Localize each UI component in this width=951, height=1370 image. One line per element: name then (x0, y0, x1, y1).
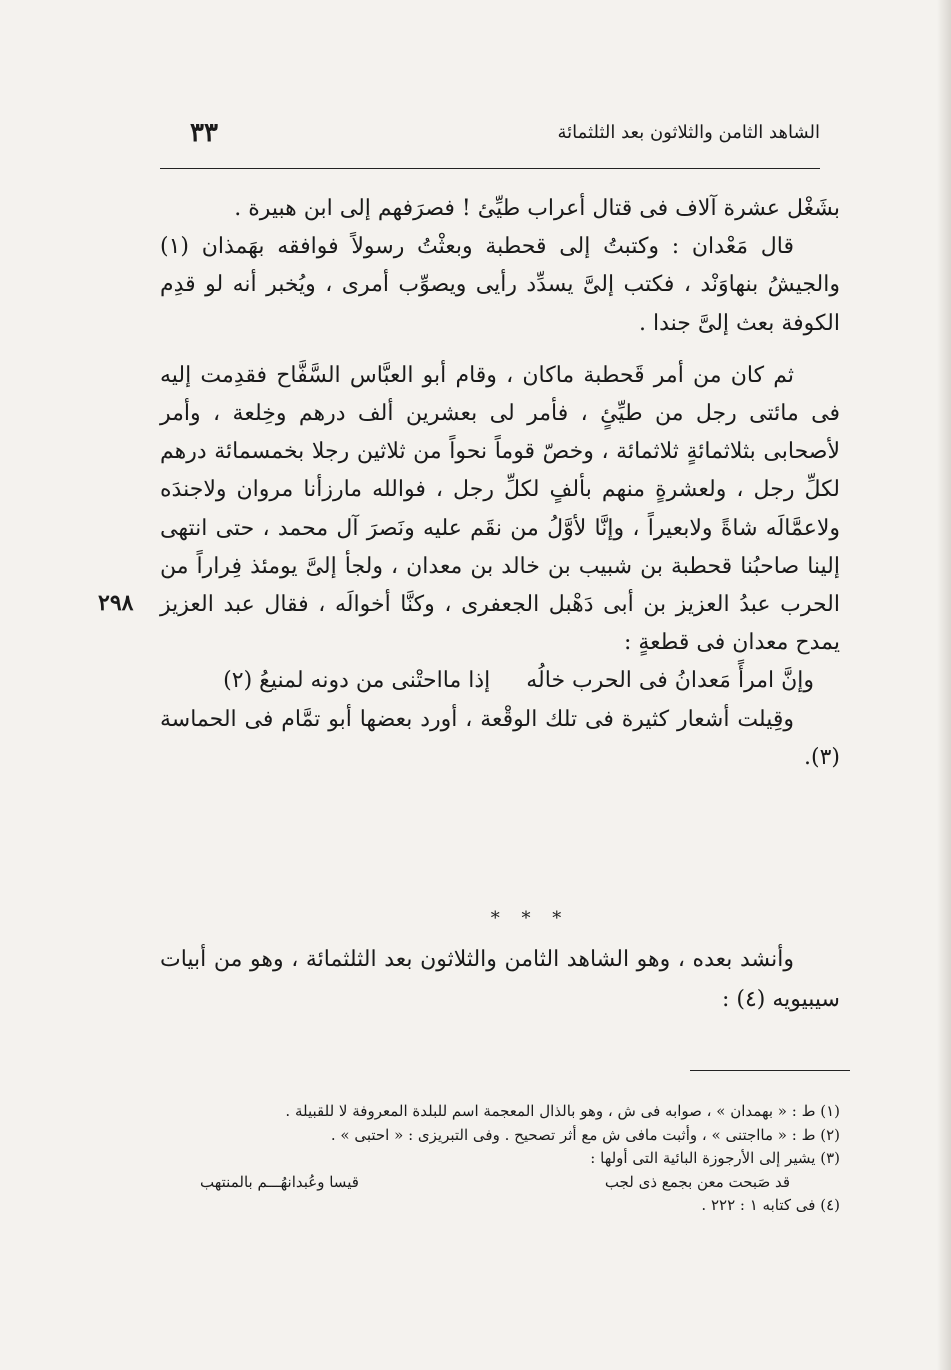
poem-verse (160, 662, 840, 700)
page-edge-shadow (937, 0, 951, 1370)
poem-hemistich-2: إذا مااحتْنى من دونه لمنيعُ (٢) (223, 668, 491, 694)
paragraph-after: وأنشد بعده ، وهو الشاهد الثامن والثلاثون بعد الثلثمائة ، وهو من أبيات سيبيويه (٤) : (160, 947, 840, 1012)
section-separator: * * * (490, 908, 570, 929)
page-number: ٣٣ (190, 118, 218, 148)
after-separator-text (160, 940, 840, 1020)
footnote-3: (٣) يشير إلى الأرجوزة البائية التى أولها : (590, 1149, 840, 1167)
running-title: الشاهد الثامن والثلاثون بعد الثلثمائة (557, 122, 820, 143)
body-text (160, 190, 840, 777)
header-rule (160, 168, 820, 169)
footnote-verse-b: قيسا وعُبدانهُـــم بالمنتهب (200, 1172, 359, 1191)
paragraph-closing: وقِيلت أشعار كثيرة فى تلك الوقْعة ، أورد بعضها أبو تمَّام فى الحماسة (٣). (160, 706, 840, 770)
paragraph-1: بشَغْل عشرة آلاف فى قتال أعراب طيِّئ ! فصرَفهم إلى ابن هبيرة . (234, 196, 840, 221)
poem-hemistich-1: وإنَّ امرأً مَعدانُ فى الحرب خالُه (526, 668, 814, 694)
footnote-verse-a: قد صَبحت معن بجمع ذى لجب (604, 1172, 790, 1191)
paragraph-2: قال مَعْدان : وكتبتُ إلى قحطبة وبعثْتُ رسولاً فوافقه بهَمذان (١) والجيشُ بنهاوَنْد ، فكتب إلىَّ يسدِّد رأيى ويصوِّب أمرى ، ويُخبر أنه لو قدِم الكوفة بعث إلىَّ جندا . (160, 234, 840, 336)
footnote-rule (690, 1070, 850, 1071)
page-header (160, 112, 820, 162)
margin-page-reference: ٢٩٨ (98, 590, 134, 616)
footnotes (200, 1100, 840, 1218)
footnote-verse (200, 1171, 840, 1195)
footnote-2: (٢) ط : « مااجتنى » ، وأثبت مافى ش مع أثر تصحيح . وفى التبريزى : « احتبى » . (330, 1125, 840, 1144)
footnote-1: (١) ط : « بهمدان » ، صوابه فى ش ، وهو بالذال المعجمة اسم للبلدة المعروفة لا للقبيلة . (285, 1102, 840, 1120)
paragraph-3: ثم كان من أمر قَحطبة ماكان ، وقام أبو العبَّاس السَّفَّاح فقدِمت إليه فى مائتى رجل من طيِّئٍ ، فأمر لى بعشرين ألف درهم وخِلعة ، وأمر لأصحابى بثلاثمائةٍ ثلاثمائة ، وخصّ قوماً نحواً من ثلاثين رجلا بخمسمائة درهم لكلِّ رجل ، ولعشرةٍ منهم بألفٍ لكلِّ رجل ، فوالله مارزأنا مروان ولاجندَه ولاعمَّالَه شاةً ولابعيراً ، وإنَّا لأوَّلُ من نقَم عليه ونَصرَ آل محمد ، حتى انتهى إلينا صاحبُنا قحطبة بن شبيب بن خالد بن معدان ، ولجأ إلىَّ يومئذ فِراراً من الحرب عبدُ العزيز بن أبى دَهْبل الجعفرى ، وكنَّا أخوالَه ، فقال عبد العزيز يمدح معدان فى قطعةٍ : (160, 362, 840, 656)
footnote-4: (٤) فى كتابه ١ : ٢٢٢ . (701, 1196, 840, 1214)
